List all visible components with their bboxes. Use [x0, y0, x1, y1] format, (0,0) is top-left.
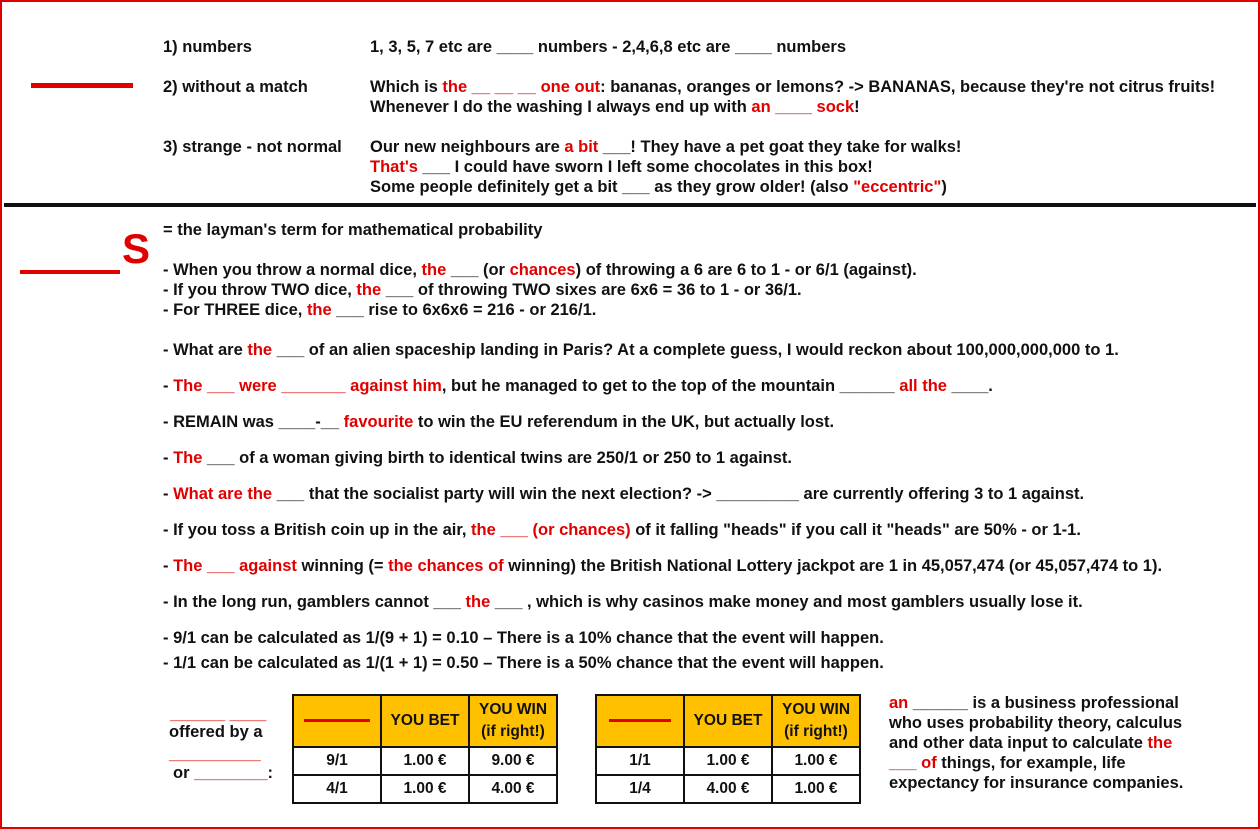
odds-cell: 4/1: [293, 775, 381, 803]
odds-header-blank: [293, 695, 381, 747]
example-line-6: - REMAIN was ____-__ favourite to win the EU referendum in the UK, but actually lost.: [163, 413, 835, 431]
example-line-2: - If you throw TWO dice, the ___ of throwing TWO sixes are 6x6 = 36 to 1 - or 36/1.: [163, 281, 802, 299]
win-cell: 1.00 €: [772, 747, 860, 775]
bet-cell: 1.00 €: [381, 775, 469, 803]
example-line-3: - For THREE dice, the ___ rise to 6x6x6 = 216 - or 216/1.: [163, 301, 597, 319]
win-cell: 9.00 €: [469, 747, 557, 775]
table-row: [596, 747, 860, 775]
you-win-header: YOU WIN (if right!): [772, 695, 860, 747]
win-cell: 1.00 €: [772, 775, 860, 803]
example-line-4: - What are the ___ of an alien spaceship landing in Paris? At a complete guess, I would reckon about 100,000,000,000 to 1.: [163, 341, 1119, 359]
example-line-8: - What are the ___ that the socialist party will win the next election? -> _________ are currently offering 3 to 1 against.: [163, 485, 1085, 503]
section-divider: [4, 203, 1256, 207]
example-line-1: - When you throw a normal dice, the ___ (or chances) of throwing a 6 are 6 to 1 - or 6/1 (against).: [163, 261, 917, 279]
actuary-line-2: who uses probability theory, calculus: [889, 714, 1183, 732]
you-win-header: YOU WIN (if right!): [469, 695, 557, 747]
offered-blank-2: __________: [169, 745, 261, 763]
def-3-example-1: Our new neighbours are a bit ___! They have a pet goat they take for walks!: [370, 138, 962, 156]
plural-s-letter: S: [122, 225, 151, 272]
example-line-11: - In the long run, gamblers cannot ___ the ___ , which is why casinos make money and most gamblers usually lose it.: [163, 593, 1083, 611]
example-line-9: - If you toss a British coin up in the air, the ___ (or chances) of it falling "heads" if you call it "heads" are 50% - or 1-1.: [163, 521, 1081, 539]
you-bet-header: YOU BET: [684, 695, 772, 747]
example-line-13: - 1/1 can be calculated as 1/(1 + 1) = 0.50 – There is a 50% chance that the event will happen.: [163, 654, 884, 672]
odds-header-blank: [596, 695, 684, 747]
bet-cell: 1.00 €: [684, 747, 772, 775]
def-1-label: 1) numbers: [163, 38, 252, 56]
bet-cell: 4.00 €: [684, 775, 772, 803]
win-cell: 4.00 €: [469, 775, 557, 803]
or-line: or ________:: [173, 764, 274, 782]
def-3-example-2: That's ___ I could have sworn I left some chocolates in this box!: [370, 158, 873, 176]
definition-line: = the layman's term for mathematical probability: [163, 221, 543, 239]
table-row: [596, 775, 860, 803]
example-line-5: - The ___ were _______ against him, but he managed to get to the top of the mountain ______ all the ____.: [163, 377, 993, 395]
actuary-line-1: an ______ is a business professional: [889, 694, 1179, 712]
example-line-7: - The ___ of a woman giving birth to identical twins are 250/1 or 250 to 1 against.: [163, 449, 793, 467]
actuary-line-4: ___ of things, for example, life: [889, 754, 1126, 772]
odds-cell: 1/1: [596, 747, 684, 775]
blank-word-top: [31, 83, 133, 88]
example-line-10: - The ___ against winning (= the chances of winning) the British National Lottery jackpot are 1 in 45,057,474 (or 45,057,474 to 1).: [163, 557, 1163, 575]
actuary-line-5: expectancy for insurance companies.: [889, 774, 1184, 792]
def-2-label: 2) without a match: [163, 78, 308, 96]
offered-blank-1: ______ ____: [170, 705, 267, 723]
actuary-line-3: and other data input to calculate the: [889, 734, 1173, 752]
def-3-label: 3) strange - not normal: [163, 138, 342, 156]
table-row: [293, 775, 557, 803]
offered-by-label: offered by a: [169, 723, 263, 741]
you-bet-header: YOU BET: [381, 695, 469, 747]
def-2-example-2: Whenever I do the washing I always end up with an ____ sock!: [370, 98, 860, 116]
odds-table-1: [292, 694, 558, 804]
odds-cell: 1/4: [596, 775, 684, 803]
example-line-12: - 9/1 can be calculated as 1/(9 + 1) = 0.10 – There is a 10% chance that the event will happen.: [163, 629, 884, 647]
odds-table-2: [595, 694, 861, 804]
blank-word-bottom: [20, 270, 120, 274]
def-2-example-1: Which is the __ __ __ one out: bananas, oranges or lemons? -> BANANAS, because they're not citrus fruits!: [370, 78, 1216, 96]
table-row: [293, 747, 557, 775]
bet-cell: 1.00 €: [381, 747, 469, 775]
def-1-example: 1, 3, 5, 7 etc are ____ numbers - 2,4,6,8 etc are ____ numbers: [370, 38, 847, 56]
def-3-example-3: Some people definitely get a bit ___ as they grow older! (also "eccentric"): [370, 178, 947, 196]
odds-cell: 9/1: [293, 747, 381, 775]
